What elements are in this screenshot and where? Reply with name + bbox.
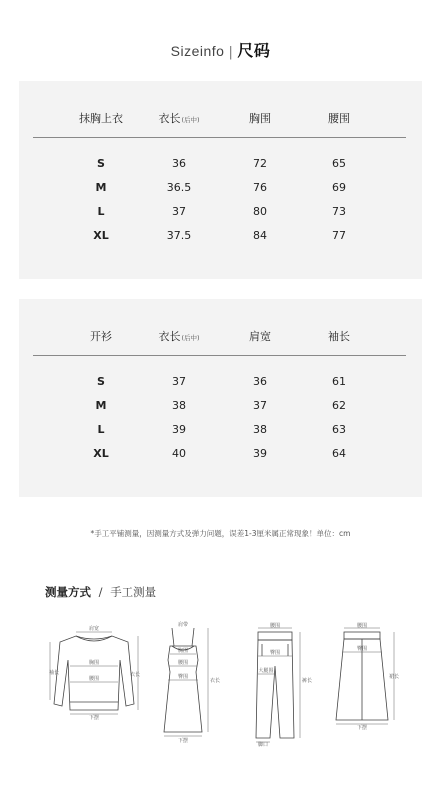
skirt-measure-diagram — [328, 622, 400, 730]
table-row — [19, 181, 422, 197]
value-cell: 38 — [172, 399, 186, 412]
value-cell: 64 — [332, 447, 346, 460]
label-waist: 腰围 — [269, 623, 281, 629]
size-cell: L — [97, 423, 105, 436]
column-header-sleeve: 袖长 — [328, 330, 350, 343]
value-cell: 76 — [253, 181, 267, 194]
value-cell: 65 — [332, 157, 346, 170]
top-measure-diagram — [48, 620, 140, 720]
title-chinese: 尺码 — [237, 41, 271, 60]
label-chest: 胸围 — [177, 648, 189, 654]
value-cell: 39 — [253, 447, 267, 460]
column-header-length: 衣长(后中) — [158, 112, 200, 125]
label-hip: 臀围 — [177, 674, 189, 680]
label-hip: 臀围 — [356, 646, 368, 652]
dress-measure-diagram — [150, 620, 220, 744]
label-leg-opening: 脚口 — [257, 742, 269, 748]
measure-method-title — [45, 584, 156, 600]
size-cell: S — [97, 375, 105, 388]
column-header-item: 抹胸上衣 — [79, 112, 123, 125]
title-english: Sizeinfo — [170, 43, 225, 59]
label-hem: 下摆 — [356, 725, 368, 731]
label-length: 裤长 — [302, 678, 313, 684]
label-length: 衣长 — [130, 672, 141, 678]
size-cell: M — [95, 399, 107, 412]
size-cell: S — [97, 157, 105, 170]
size-cell: XL — [93, 229, 109, 242]
table-row — [19, 157, 422, 173]
label-length: 裙长 — [389, 674, 400, 680]
value-cell: 69 — [332, 181, 346, 194]
label-sleeve: 袖长 — [49, 670, 60, 676]
column-header-item: 开衫 — [90, 330, 112, 343]
value-cell: 36 — [253, 375, 267, 388]
value-cell: 36 — [172, 157, 186, 170]
page-title — [0, 38, 441, 61]
label-hip: 臀围 — [269, 650, 281, 656]
label-waist: 腰围 — [177, 660, 189, 666]
header-divider — [33, 355, 406, 356]
size-cell: M — [95, 181, 107, 194]
label-strap: 肩带 — [177, 622, 189, 628]
measure-title-separator: / — [98, 585, 103, 599]
value-cell: 37 — [253, 399, 267, 412]
label-chest: 胸围 — [88, 660, 100, 666]
measure-title-bold: 测量方式 — [45, 585, 91, 599]
value-cell: 62 — [332, 399, 346, 412]
value-cell: 37.5 — [166, 229, 192, 242]
size-table-cardigan — [19, 299, 422, 497]
table-row — [19, 423, 422, 439]
pants-measure-diagram — [248, 622, 313, 748]
column-header-shoulder: 肩宽 — [249, 330, 271, 343]
column-header-length: 衣长(后中) — [158, 330, 200, 343]
label-hem: 下摆 — [177, 738, 189, 744]
header-divider — [33, 137, 406, 138]
value-cell: 40 — [172, 447, 186, 460]
measurement-note: *手工平铺测量，因测量方式及弹力问题，误差1-3厘米属正常现象！单位：cm — [90, 529, 351, 538]
label-length: 衣长 — [210, 678, 221, 684]
label-waist: 腰围 — [356, 623, 368, 629]
size-cell: XL — [93, 447, 109, 460]
size-cell: L — [97, 205, 105, 218]
table-row — [19, 447, 422, 463]
column-header-waist: 腰围 — [328, 112, 350, 125]
value-cell: 77 — [332, 229, 346, 242]
value-cell: 63 — [332, 423, 346, 436]
table-row — [19, 229, 422, 245]
measure-title-sub: 手工测量 — [110, 585, 157, 599]
value-cell: 37 — [172, 205, 186, 218]
value-cell: 36.5 — [166, 181, 192, 194]
table-row — [19, 205, 422, 221]
value-cell: 61 — [332, 375, 346, 388]
label-shoulder: 肩宽 — [88, 626, 100, 632]
value-cell: 80 — [253, 205, 267, 218]
label-hem: 下摆 — [88, 715, 100, 721]
title-separator: | — [228, 45, 234, 60]
table-row — [19, 399, 422, 415]
table-header — [19, 299, 422, 355]
column-header-chest: 胸围 — [249, 112, 271, 125]
value-cell: 72 — [253, 157, 267, 170]
value-cell: 38 — [253, 423, 267, 436]
size-table-top — [19, 81, 422, 279]
table-header — [19, 81, 422, 137]
table-row — [19, 375, 422, 391]
value-cell: 37 — [172, 375, 186, 388]
value-cell: 84 — [253, 229, 267, 242]
value-cell: 39 — [172, 423, 186, 436]
value-cell: 73 — [332, 205, 346, 218]
label-waist: 腰围 — [88, 676, 100, 682]
label-thigh: 大腿围 — [258, 668, 274, 674]
